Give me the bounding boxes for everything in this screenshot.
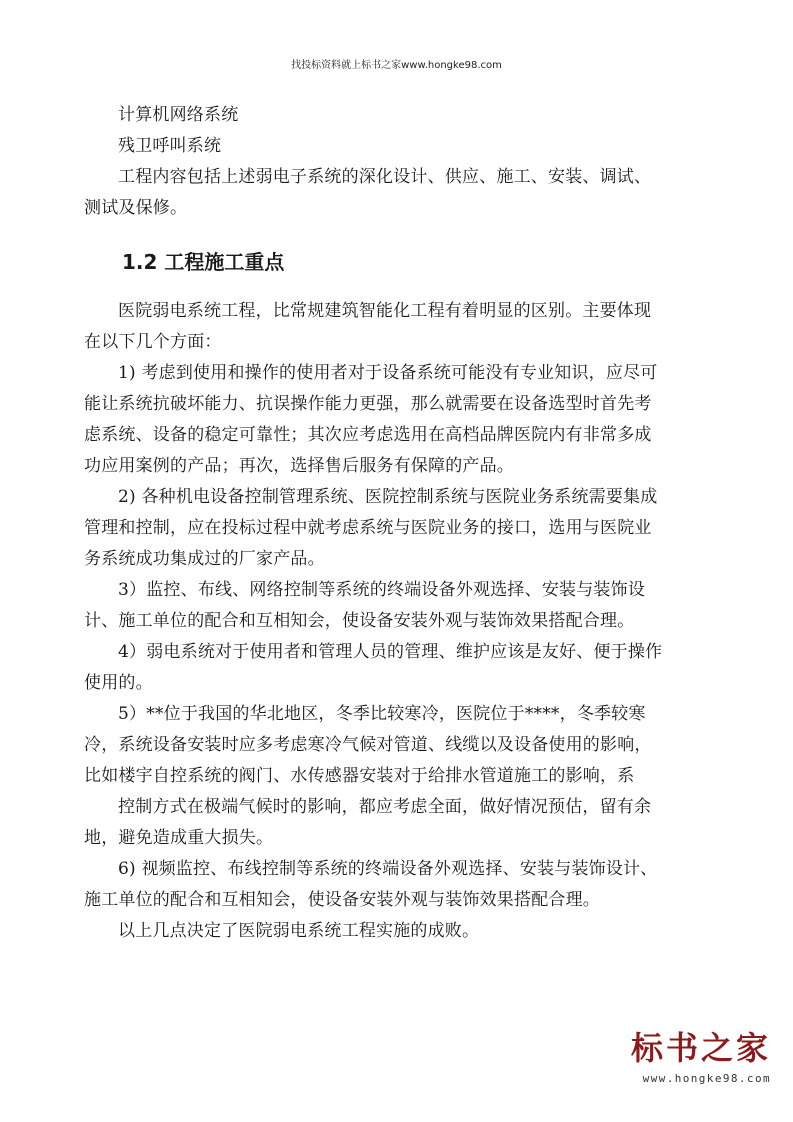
item-2-line: 务系统成功集成过的厂家产品。 — [84, 549, 325, 569]
item-4-line: 4）弱电系统对于使用者和管理人员的管理、维护应该是友好、便于操作 — [118, 642, 663, 662]
intro-line: 残卫呼叫系统 — [118, 136, 222, 156]
item-5-line: 控制方式在极端气候时的影响，都应考虑全面，做好情况预估，留有余 — [118, 797, 652, 817]
section-heading: 1.2 工程施工重点 — [122, 250, 285, 274]
item-2-line: 管理和控制，应在投标过程中就考虑系统与医院业务的接口，选用与医院业 — [84, 518, 652, 538]
item-1-line: 功应用案例的产品；再次，选择售后服务有保障的产品。 — [84, 456, 514, 476]
intro-line: 计算机网络系统 — [118, 105, 239, 125]
item-1-line: 1) 考虑到使用和操作的使用者对于设备系统可能没有专业知识，应尽可 — [118, 363, 658, 383]
logo-url: www.hongke98.com — [642, 1072, 771, 1085]
conclusion-line: 以上几点决定了医院弱电系统工程实施的成败。 — [118, 921, 480, 941]
para-line: 医院弱电系统工程，比常规建筑智能化工程有着明显的区别。主要体现 — [118, 301, 652, 321]
item-5-line: 地，避免造成重大损失。 — [84, 828, 274, 848]
item-6-line: 6) 视频监控、布线控制等系统的终端设备外观选择、安装与装饰设计、 — [118, 859, 658, 879]
item-5-line: 比如楼宇自控系统的阀门、水传感器安装对于给排水管道施工的影响，系 — [84, 766, 635, 786]
document-body — [84, 100, 712, 947]
site-logo — [621, 1028, 771, 1100]
item-5-line: 5）**位于我国的华北地区，冬季比较寒冷，医院位于****，冬季较寒 — [118, 704, 646, 724]
item-3-line: 计、施工单位的配合和互相知会，使设备安装外观与装饰效果搭配合理。 — [84, 611, 635, 631]
intro-line-cont: 测试及保修。 — [84, 198, 188, 218]
intro-line: 工程内容包括上述弱电子系统的深化设计、供应、施工、安装、调试、 — [118, 167, 652, 187]
item-1-line: 虑系统、设备的稳定可靠性；其次应考虑选用在高档品牌医院内有非常多成 — [84, 425, 652, 445]
item-3-line: 3）监控、布线、网络控制等系统的终端设备外观选择、安装与装饰设 — [118, 580, 646, 600]
para-line: 在以下几个方面： — [84, 332, 222, 352]
logo-title: 标书之家 — [630, 1029, 771, 1067]
page-header: 找投标资料就上标书之家www.hongke98.com — [291, 60, 502, 71]
item-5-line: 冷，系统设备安装时应多考虑寒冷气候对管道、线缆以及设备使用的影响， — [84, 735, 652, 755]
item-1-line: 能让系统抗破坏能力、抗误操作能力更强，那么就需要在设备选型时首先考 — [84, 394, 652, 414]
item-6-line: 施工单位的配合和互相知会，使设备安装外观与装饰效果搭配合理。 — [84, 890, 600, 910]
item-2-line: 2) 各种机电设备控制管理系统、医院控制系统与医院业务系统需要集成 — [118, 487, 658, 507]
item-4-line: 使用的。 — [84, 673, 153, 693]
